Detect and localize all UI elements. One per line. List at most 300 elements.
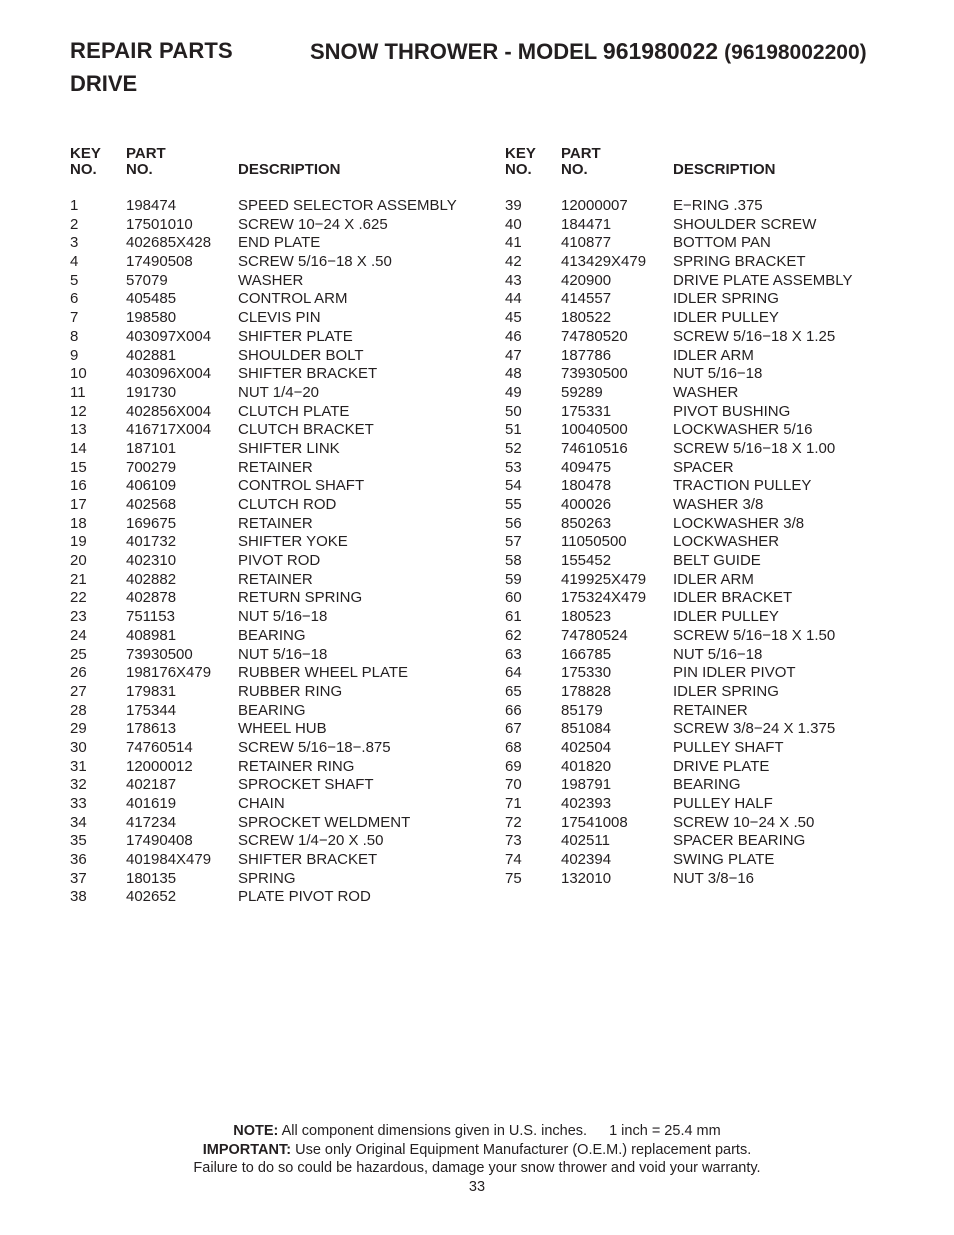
part-description: IDLER PULLEY <box>673 608 779 626</box>
part-description: SCREW 5/16−18 X .50 <box>238 253 392 271</box>
part-number: 175324X479 <box>561 589 647 607</box>
part-description: RETAINER <box>238 458 313 476</box>
part-description: SPACER BEARING <box>673 832 806 850</box>
part-description: SPEED SELECTOR ASSEMBLY <box>238 197 457 214</box>
key-number: 44 <box>505 290 522 308</box>
key-number: 46 <box>505 327 522 345</box>
part-description: SCREW 5/16−18−.875 <box>238 738 391 756</box>
parts-row <box>70 496 490 515</box>
part-number: 402882 <box>126 570 177 588</box>
parts-row <box>70 477 490 496</box>
part-number: 57079 <box>126 271 168 289</box>
part-description: RUBBER RING <box>238 682 343 700</box>
parts-row <box>70 870 490 889</box>
key-number: 53 <box>505 458 522 476</box>
part-description: IDLER SPRING <box>673 290 779 308</box>
part-number: 409475 <box>561 458 612 476</box>
parts-row <box>505 328 925 347</box>
part-description: IDLER ARM <box>673 570 754 588</box>
part-number: 187101 <box>126 439 177 457</box>
part-number: 402511 <box>561 832 610 850</box>
key-number: 50 <box>505 402 522 420</box>
key-number: 9 <box>70 346 79 364</box>
part-description: RETAINER <box>238 514 313 532</box>
part-number: 402881 <box>126 346 177 364</box>
section-label: REPAIR PARTS <box>70 38 233 63</box>
key-number: 47 <box>505 346 522 364</box>
part-description: SPRING <box>238 869 296 887</box>
key-number: 4 <box>70 253 79 271</box>
key-number: 66 <box>505 701 522 719</box>
part-description: LOCKWASHER 3/8 <box>673 514 805 532</box>
title-prefix: SNOW THROWER - MODEL <box>310 39 597 64</box>
key-number: 41 <box>505 234 522 252</box>
part-number: 73930500 <box>126 645 193 663</box>
parts-row <box>70 328 490 347</box>
part-number: 402310 <box>126 552 177 570</box>
parts-row <box>505 552 925 571</box>
parts-row <box>70 365 490 384</box>
key-number: 43 <box>505 271 522 289</box>
part-description: SHIFTER LINK <box>238 439 340 457</box>
parts-row <box>505 197 925 216</box>
key-number: 64 <box>505 664 522 682</box>
key-number: 17 <box>70 496 87 513</box>
key-number: 56 <box>505 514 522 532</box>
part-description: SPACER <box>673 458 734 476</box>
part-header-line1: PART <box>561 145 601 162</box>
part-number: 85179 <box>561 701 603 719</box>
part-description: SHOULDER BOLT <box>238 346 364 364</box>
part-description: BEARING <box>238 701 306 719</box>
key-number: 59 <box>505 570 522 588</box>
part-number: 17490408 <box>126 832 193 850</box>
part-number: 405485 <box>126 290 177 308</box>
part-description: RUBBER WHEEL PLATE <box>238 664 409 682</box>
part-number: 403096X004 <box>126 365 212 383</box>
part-description: SHIFTER BRACKET <box>238 851 378 869</box>
parts-row <box>505 627 925 646</box>
part-number: 416717X004 <box>126 421 212 439</box>
parts-row <box>505 646 925 665</box>
key-number: 58 <box>505 552 522 570</box>
key-number: 72 <box>505 813 522 831</box>
part-number: 166785 <box>561 645 612 663</box>
note-label: NOTE: <box>233 1123 279 1139</box>
key-number: 34 <box>70 813 87 831</box>
part-number: 12000007 <box>561 197 628 214</box>
part-description: BOTTOM PAN <box>673 234 771 252</box>
part-number: 408981 <box>126 626 177 644</box>
key-number: 68 <box>505 738 522 756</box>
part-number: 420900 <box>561 271 612 289</box>
key-number: 63 <box>505 645 522 663</box>
key-number: 61 <box>505 608 522 626</box>
part-number: 410877 <box>561 234 612 252</box>
key-number: 5 <box>70 271 79 289</box>
parts-row <box>505 403 925 422</box>
key-number: 12 <box>70 402 87 420</box>
part-number: 73930500 <box>561 365 628 383</box>
note-conversion: 1 inch = 25.4 mm <box>609 1123 721 1139</box>
parts-row <box>70 702 490 721</box>
parts-row <box>70 888 490 907</box>
parts-row <box>505 272 925 291</box>
part-no-header <box>126 146 226 178</box>
page-footer <box>0 1122 954 1196</box>
parts-list-left <box>70 197 490 907</box>
key-number: 39 <box>505 197 522 214</box>
part-number: 180522 <box>561 309 612 327</box>
key-number: 19 <box>70 533 87 551</box>
parts-row <box>505 384 925 403</box>
parts-row <box>505 216 925 235</box>
parts-row <box>505 814 925 833</box>
part-number: 419925X479 <box>561 570 647 588</box>
parts-row <box>505 776 925 795</box>
part-number: 187786 <box>561 346 612 364</box>
parts-row <box>505 365 925 384</box>
part-description: DRIVE PLATE ASSEMBLY <box>673 271 853 289</box>
part-description: RETURN SPRING <box>238 589 363 607</box>
part-description: NUT 1/4−20 <box>238 383 320 401</box>
note-line <box>0 1122 954 1141</box>
part-description: SWING PLATE <box>673 851 775 869</box>
parts-row <box>70 347 490 366</box>
parts-row <box>505 720 925 739</box>
parts-row <box>70 664 490 683</box>
parts-row <box>505 253 925 272</box>
parts-row <box>70 571 490 590</box>
part-number: 155452 <box>561 552 612 570</box>
part-number: 175331 <box>561 402 612 420</box>
part-description: NUT 5/16−18 <box>673 365 763 383</box>
parts-row <box>505 309 925 328</box>
part-number: 198791 <box>561 776 612 794</box>
column-header <box>70 146 490 194</box>
part-number: 401732 <box>126 533 177 551</box>
part-number: 180478 <box>561 477 612 495</box>
part-header-line2: NO. <box>561 161 588 178</box>
key-number: 37 <box>70 869 87 887</box>
parts-row <box>505 571 925 590</box>
part-description: IDLER SPRING <box>673 682 779 700</box>
parts-row <box>70 440 490 459</box>
part-description: RETAINER <box>673 701 748 719</box>
parts-row <box>70 608 490 627</box>
parts-row <box>505 477 925 496</box>
part-number: 179831 <box>126 682 177 700</box>
key-number: 15 <box>70 458 87 476</box>
description-header: DESCRIPTION <box>238 161 341 178</box>
parts-row <box>70 776 490 795</box>
part-number: 402652 <box>126 888 177 906</box>
part-number: 74610516 <box>561 439 628 457</box>
key-number: 29 <box>70 720 87 738</box>
parts-row <box>505 851 925 870</box>
key-number: 54 <box>505 477 522 495</box>
part-description: SPROCKET SHAFT <box>238 776 374 794</box>
model-alt-number: (96198002200) <box>724 41 867 64</box>
key-number: 36 <box>70 851 87 869</box>
part-description: SPROCKET WELDMENT <box>238 813 411 831</box>
part-number: 17501010 <box>126 215 193 233</box>
part-description: SCREW 1/4−20 X .50 <box>238 832 384 850</box>
key-no-header <box>70 146 120 178</box>
part-number: 74780524 <box>561 626 628 644</box>
warning-text: Failure to do so could be hazardous, damage your snow thrower and void your warranty. <box>193 1160 761 1176</box>
column-header <box>505 146 925 194</box>
part-number: 11050500 <box>561 533 627 551</box>
part-number: 402504 <box>561 738 612 756</box>
parts-column-right <box>505 146 925 888</box>
part-description: E−RING .375 <box>673 197 763 214</box>
parts-row <box>505 234 925 253</box>
key-number: 10 <box>70 365 87 383</box>
part-description: CHAIN <box>238 795 285 812</box>
part-description: DRIVE PLATE <box>673 757 770 775</box>
parts-row <box>70 515 490 534</box>
parts-row <box>505 870 925 889</box>
part-number: 850263 <box>561 514 612 532</box>
key-number: 48 <box>505 365 522 383</box>
parts-row <box>70 795 490 814</box>
parts-row <box>505 533 925 552</box>
parts-row <box>70 720 490 739</box>
part-number: 402393 <box>561 795 612 812</box>
key-number: 33 <box>70 795 87 812</box>
part-description: SCREW 5/16−18 X 1.50 <box>673 626 836 644</box>
part-description: SCREW 10−24 X .625 <box>238 215 388 233</box>
part-description: BEARING <box>238 626 306 644</box>
key-number: 14 <box>70 439 87 457</box>
parts-row <box>70 589 490 608</box>
part-number: 198474 <box>126 197 177 214</box>
part-number: 178828 <box>561 682 612 700</box>
key-number: 69 <box>505 757 522 775</box>
subsection-title: DRIVE <box>70 71 138 96</box>
part-description: CLUTCH PLATE <box>238 402 350 420</box>
part-description: PULLEY HALF <box>673 795 773 812</box>
parts-row <box>70 683 490 702</box>
part-number: 175344 <box>126 701 177 719</box>
key-number: 38 <box>70 888 87 906</box>
parts-row <box>505 664 925 683</box>
parts-row <box>70 421 490 440</box>
part-number: 17490508 <box>126 253 193 271</box>
key-number: 45 <box>505 309 522 327</box>
note-text: All component dimensions given in U.S. inches. <box>281 1123 588 1139</box>
key-number: 30 <box>70 738 87 756</box>
important-line <box>0 1141 954 1160</box>
key-number: 24 <box>70 626 87 644</box>
key-number: 22 <box>70 589 87 607</box>
part-description: WASHER 3/8 <box>673 496 764 513</box>
parts-row <box>70 234 490 253</box>
part-number: 184471 <box>561 215 612 233</box>
part-description: IDLER PULLEY <box>673 309 779 327</box>
part-number: 751153 <box>126 608 175 626</box>
part-description: SCREW 10−24 X .50 <box>673 813 815 831</box>
part-description: LOCKWASHER 5/16 <box>673 421 813 439</box>
key-number: 55 <box>505 496 522 513</box>
part-no-header <box>561 146 661 178</box>
key-header-line2: NO. <box>70 161 97 178</box>
part-description: PIN IDLER PIVOT <box>673 664 796 682</box>
part-number: 402187 <box>126 776 177 794</box>
parts-row <box>505 739 925 758</box>
part-number: 74760514 <box>126 738 193 756</box>
key-number: 6 <box>70 290 79 308</box>
part-description: RETAINER RING <box>238 757 355 775</box>
parts-row <box>505 795 925 814</box>
parts-row <box>505 459 925 478</box>
key-header-line1: KEY <box>70 145 101 162</box>
key-number: 11 <box>70 383 86 401</box>
parts-row <box>70 197 490 216</box>
part-description: BEARING <box>673 776 741 794</box>
part-description: BELT GUIDE <box>673 552 761 570</box>
parts-row <box>505 702 925 721</box>
parts-row <box>70 253 490 272</box>
key-number: 62 <box>505 626 522 644</box>
part-number: 132010 <box>561 869 612 887</box>
parts-row <box>505 347 925 366</box>
parts-row <box>505 290 925 309</box>
part-number: 180523 <box>561 608 612 626</box>
part-description: IDLER ARM <box>673 346 754 364</box>
important-label: IMPORTANT: <box>202 1141 292 1158</box>
key-header-line2: NO. <box>505 161 532 178</box>
parts-row <box>70 552 490 571</box>
part-number: 74780520 <box>561 327 628 345</box>
parts-row <box>505 440 925 459</box>
key-number: 25 <box>70 645 87 663</box>
part-number: 414557 <box>561 290 612 308</box>
parts-list-right <box>505 197 925 888</box>
parts-row <box>70 851 490 870</box>
key-number: 49 <box>505 383 522 401</box>
parts-row <box>70 403 490 422</box>
part-number: 402394 <box>561 851 612 869</box>
key-number: 31 <box>70 757 87 775</box>
part-description: SPRING BRACKET <box>673 253 806 271</box>
key-number: 67 <box>505 720 522 738</box>
parts-row <box>70 533 490 552</box>
part-header-line2: NO. <box>126 161 153 178</box>
key-number: 21 <box>70 570 87 588</box>
key-number: 40 <box>505 215 522 233</box>
part-number: 851084 <box>561 720 612 738</box>
part-number: 198580 <box>126 309 177 327</box>
key-number: 2 <box>70 215 79 233</box>
key-number: 65 <box>505 682 522 700</box>
part-number: 400026 <box>561 496 612 513</box>
parts-row <box>70 216 490 235</box>
parts-row <box>70 814 490 833</box>
parts-row <box>505 515 925 534</box>
key-no-header <box>505 146 555 178</box>
part-number: 180135 <box>126 869 177 887</box>
part-number: 406109 <box>126 477 177 495</box>
parts-row <box>70 290 490 309</box>
part-number: 417234 <box>126 813 177 831</box>
part-number: 401984X479 <box>126 851 212 869</box>
parts-row <box>505 421 925 440</box>
part-description: CONTROL ARM <box>238 290 348 308</box>
parts-row <box>505 758 925 777</box>
part-description: WASHER <box>238 271 304 289</box>
part-number: 178613 <box>126 720 177 738</box>
part-description: END PLATE <box>238 234 321 252</box>
key-number: 8 <box>70 327 79 345</box>
key-number: 16 <box>70 477 87 495</box>
parts-row <box>70 272 490 291</box>
part-number: 401820 <box>561 757 612 775</box>
part-number: 191730 <box>126 383 177 401</box>
key-number: 3 <box>70 234 79 252</box>
key-number: 18 <box>70 514 87 532</box>
key-number: 26 <box>70 664 87 682</box>
important-text: Use only Original Equipment Manufacturer (O.E.M.) replacement parts. <box>295 1141 752 1158</box>
key-number: 23 <box>70 608 87 626</box>
key-number: 57 <box>505 533 522 551</box>
parts-row <box>70 309 490 328</box>
part-description: PLATE PIVOT ROD <box>238 888 371 906</box>
part-description: RETAINER <box>238 570 313 588</box>
key-number: 20 <box>70 552 87 570</box>
part-description: NUT 5/16−18 <box>238 645 328 663</box>
part-description: NUT 5/16−18 <box>673 645 763 663</box>
part-description: PIVOT BUSHING <box>673 402 791 420</box>
part-description: LOCKWASHER <box>673 533 780 551</box>
key-header-line1: KEY <box>505 145 536 162</box>
parts-row <box>70 739 490 758</box>
parts-row <box>70 459 490 478</box>
part-number: 402568 <box>126 496 177 513</box>
model-number: 961980022 <box>602 38 719 64</box>
part-description: PIVOT ROD <box>238 552 321 570</box>
parts-row <box>70 384 490 403</box>
parts-row <box>70 832 490 851</box>
part-description: SHIFTER BRACKET <box>238 365 378 383</box>
part-description: SCREW 5/16−18 X 1.00 <box>673 439 836 457</box>
key-number: 28 <box>70 701 87 719</box>
key-number: 71 <box>505 795 522 812</box>
page-header <box>70 38 914 68</box>
part-header-line1: PART <box>126 145 166 162</box>
page-number: 33 <box>468 1178 486 1195</box>
key-number: 13 <box>70 421 87 439</box>
parts-row <box>505 683 925 702</box>
description-header: DESCRIPTION <box>673 161 776 178</box>
parts-row <box>70 758 490 777</box>
key-number: 42 <box>505 253 522 271</box>
part-description: IDLER BRACKET <box>673 589 793 607</box>
key-number: 35 <box>70 832 87 850</box>
key-number: 27 <box>70 682 87 700</box>
part-number: 198176X479 <box>126 664 212 682</box>
part-number: 403097X004 <box>126 327 212 345</box>
part-description: SHIFTER YOKE <box>238 533 348 551</box>
part-description: NUT 5/16−18 <box>238 608 328 626</box>
part-description: CLUTCH BRACKET <box>238 421 374 439</box>
part-number: 402878 <box>126 589 177 607</box>
part-number: 169675 <box>126 514 177 532</box>
parts-row <box>505 608 925 627</box>
page-title <box>310 38 867 65</box>
parts-row <box>70 627 490 646</box>
